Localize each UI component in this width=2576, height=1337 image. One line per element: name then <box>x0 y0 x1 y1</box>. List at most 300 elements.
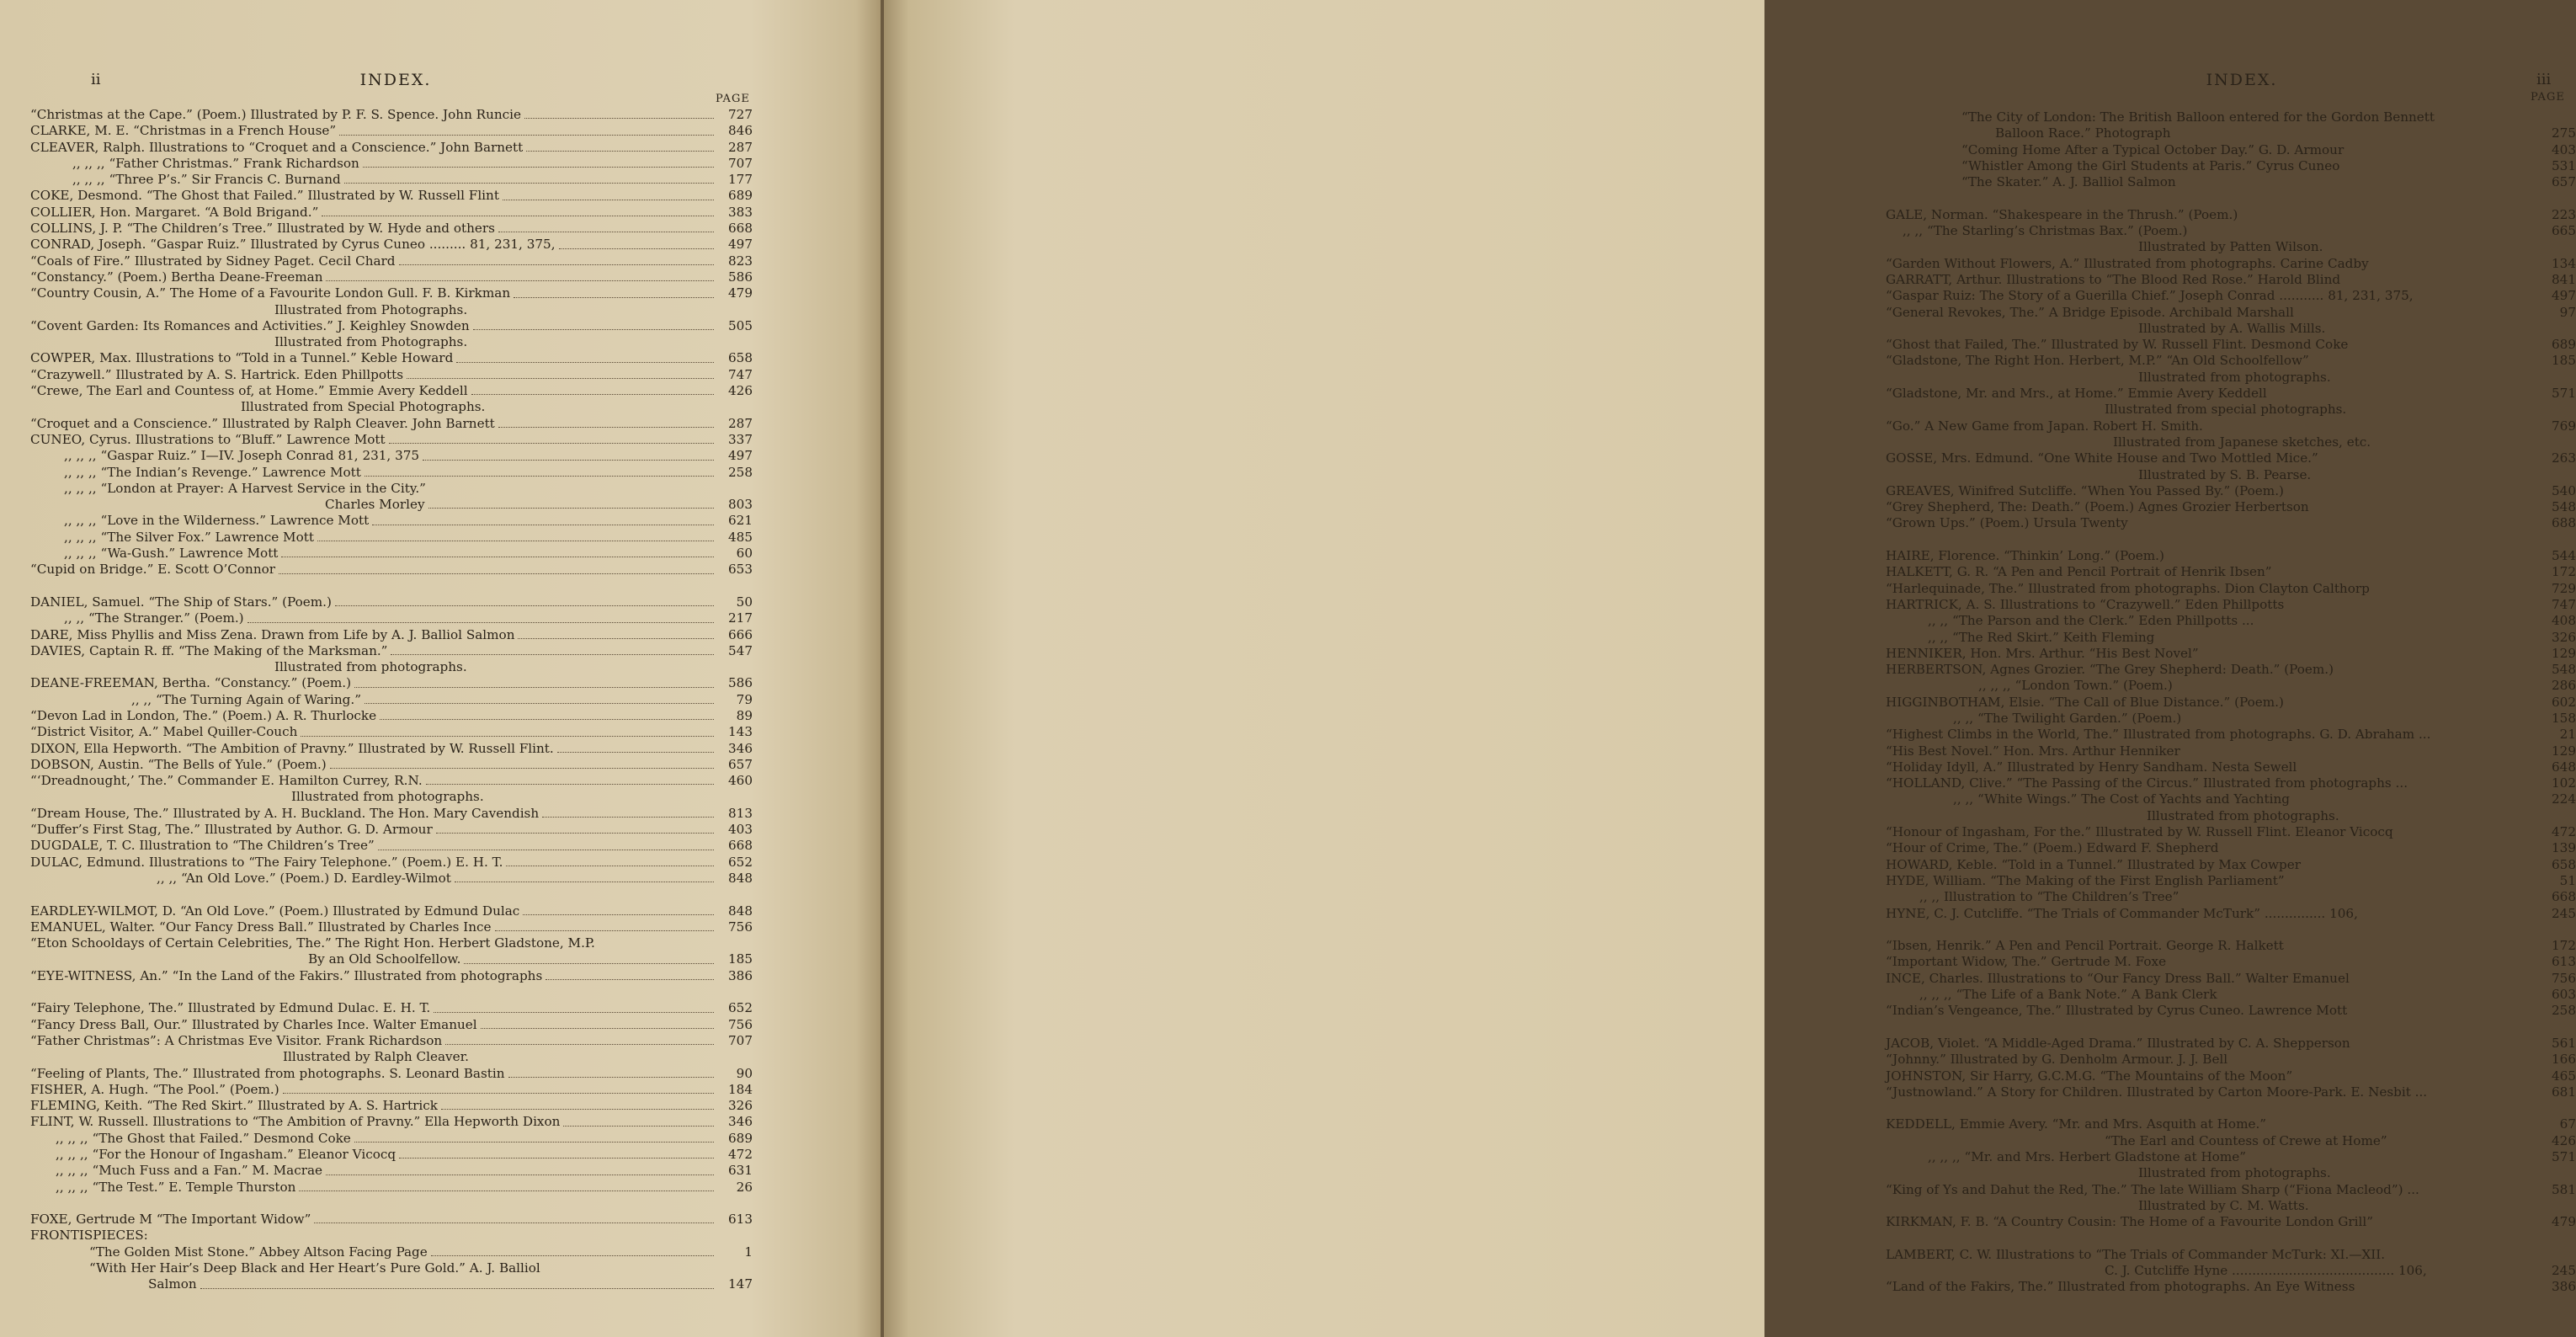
index-entry <box>1886 467 2576 483</box>
index-entry <box>1886 223 2576 239</box>
index-entry <box>1886 239 2576 255</box>
index-entry-page: 603 <box>2552 987 2576 1003</box>
index-entry-page: 548 <box>2552 662 2576 678</box>
leader-dots <box>2202 657 2537 658</box>
index-entry-page: 668 <box>2552 889 2576 905</box>
leader-dots <box>2221 998 2537 999</box>
index-entry-page: 540 <box>2552 482 2576 498</box>
index-entry-page: 472 <box>2552 824 2576 840</box>
index-entry <box>1886 272 2576 288</box>
index-entry <box>1886 450 2576 466</box>
index-entry-text: “His Best Novel.” Hon. Mrs. Arthur Henniker <box>1886 743 2180 759</box>
index-entry-text: ,, ,, “An Old Love.” (Poem.) D. Eardley-Wilmot <box>157 870 451 886</box>
index-entry-text: “Crewe, The Earl and Countess of, at Home.” Emmie Avery Keddell <box>30 383 468 399</box>
index-entry <box>30 903 753 919</box>
index-entry-text: “Go.” A New Game from Japan. Robert H. Smith. <box>1886 418 2203 434</box>
index-entry-page: 657 <box>2552 174 2576 190</box>
index-entry-page: 756 <box>728 1016 753 1032</box>
index-entry-page: 51 <box>2559 872 2576 888</box>
index-entry-page: 403 <box>2552 141 2576 157</box>
index-entry-text: “Coals of Fire.” Illustrated by Sidney Paget. Cecil Chard <box>30 253 396 269</box>
index-entry <box>30 481 753 497</box>
leader-dots <box>2257 625 2537 626</box>
index-entry-text: ,, ,, ,, “The Life of a Bank Note.” A Bank Clerk <box>1919 987 2217 1003</box>
index-entry-text: C. J. Cutcliffe Hyne ........................................ 106, <box>2105 1263 2427 1279</box>
leader-dots <box>2293 803 2537 804</box>
index-entry <box>1886 597 2576 613</box>
index-entry <box>30 302 753 318</box>
index-entry <box>30 140 753 156</box>
index-entry-text: JOHNSTON, Sir Harry, G.C.M.G. “The Mountains of the Moon” <box>1886 1068 2293 1084</box>
index-entry-text: “The City of London: The British Balloon entered for the Gordon Bennett <box>1961 109 2435 125</box>
index-entry <box>1886 564 2576 580</box>
index-entry-text: “Fancy Dress Ball, Our.” Illustrated by Charles Ince. Walter Emanuel <box>30 1016 477 1032</box>
index-entry-text: “Gladstone, Mr. and Mrs., at Home.” Emmie Avery Keddell <box>1886 386 2267 402</box>
leader-dots <box>563 1126 714 1127</box>
index-entry-text: “Garden Without Flowers, A.” Illustrated from photographs. Carine Cadby <box>1886 255 2369 271</box>
index-entry-text: LAMBERT, C. W. Illustrations to “The Trials of Commander McTurk: XI.—XII. <box>1886 1246 2386 1262</box>
index-entry <box>1886 1003 2576 1019</box>
right-page-header <box>882 71 2552 91</box>
leader-dots <box>495 930 714 931</box>
leader-dots <box>2169 966 2537 967</box>
index-entry-text: “Coming Home After a Typical October Day.” G. D. Armour <box>1961 141 2344 157</box>
index-entry <box>30 253 753 269</box>
index-entry-text: “Eton Schooldays of Certain Celebrities, The.” The Right Hon. Herbert Gladstone, M.P. <box>30 935 595 951</box>
index-entry-page: 346 <box>728 740 753 756</box>
index-entry <box>30 350 753 366</box>
index-entry-text: Illustrated by C. M. Watts. <box>2138 1197 2309 1213</box>
index-entry-text: Illustrated by Ralph Cleaver. <box>283 1049 470 1065</box>
index-entry <box>30 675 753 691</box>
index-entry <box>30 1066 753 1082</box>
index-entry <box>30 318 753 334</box>
leader-dots <box>428 508 714 509</box>
index-entry-text: “Fairy Telephone, The.” Illustrated by Edmund Dulac. E. H. T. <box>30 1000 431 1016</box>
index-entry-page: 346 <box>728 1114 753 1130</box>
index-entry-page: 666 <box>728 626 753 642</box>
leader-dots <box>559 248 714 249</box>
index-entry-page: 326 <box>2552 629 2576 645</box>
index-entry <box>30 123 753 139</box>
index-entry-page: 403 <box>728 822 753 838</box>
index-entry <box>30 334 753 350</box>
leader-dots <box>2358 1291 2537 1292</box>
index-entry-page: 90 <box>736 1065 753 1081</box>
index-entry-text: DAVIES, Captain R. ff. “The Making of the Marksman.” <box>30 642 388 658</box>
index-entry-text: CLEAVER, Ralph. Illustrations to “Croquet and a Conscience.” John Barnett <box>30 139 524 155</box>
leader-dots <box>2434 738 2537 739</box>
index-entry <box>1886 857 2576 873</box>
leader-dots <box>330 768 714 769</box>
leader-dots <box>344 183 714 184</box>
index-entry-text: ,, ,, “The Parson and the Clerk.” Eden Phillpotts ... <box>1928 613 2254 629</box>
index-entry-text: Salmon <box>148 1276 197 1292</box>
index-entry <box>1886 678 2576 694</box>
index-entry-page: 813 <box>728 805 753 821</box>
leader-dots <box>481 1028 714 1029</box>
index-entry <box>30 1196 753 1212</box>
index-entry-page: 275 <box>2552 125 2576 141</box>
index-entry-page: 602 <box>2552 694 2576 710</box>
index-entry <box>30 285 753 301</box>
index-entry <box>1886 1084 2576 1100</box>
index-entry <box>30 1017 753 1033</box>
index-entry-page: 337 <box>728 431 753 447</box>
index-entry <box>30 659 753 675</box>
index-entry-page: 172 <box>2552 564 2576 580</box>
leader-dots <box>514 297 714 298</box>
index-entry-text: FOXE, Gertrude M “The Important Widow” <box>30 1212 311 1228</box>
leader-dots <box>2287 949 2537 950</box>
leader-dots <box>523 914 714 915</box>
leader-dots <box>2206 429 2537 430</box>
index-entry-page: 97 <box>2559 304 2576 320</box>
index-entry-page: 846 <box>728 123 753 139</box>
index-entry <box>1886 1020 2576 1036</box>
index-entry <box>30 156 753 172</box>
index-entry <box>30 806 753 822</box>
index-entry-text: ,, ,, “The Twilight Garden.” (Poem.) <box>1953 710 2182 726</box>
leader-dots <box>2353 982 2537 983</box>
index-entry-text: “Johnny.” Illustrated by G. Denholm Armour. J. J. Bell <box>1886 1052 2228 1068</box>
index-entry <box>30 708 753 724</box>
index-entry-page: 258 <box>728 464 753 480</box>
index-entry <box>1886 971 2576 987</box>
index-entry <box>1886 1165 2576 1181</box>
right-index-entries <box>1886 109 2576 1296</box>
index-entry-page: 287 <box>728 415 753 431</box>
index-entry <box>1886 370 2576 386</box>
leader-dots <box>423 460 714 461</box>
index-entry <box>30 432 753 448</box>
leader-dots <box>518 638 714 639</box>
index-entry-page: 245 <box>2552 1263 2576 1279</box>
index-entry-text: Illustrated from photographs. <box>2138 1165 2331 1181</box>
index-entry-text: ,, ,, “The Starling’s Christmas Bax.” (Poem.) <box>1903 223 2188 239</box>
index-entry-page: 172 <box>2552 938 2576 954</box>
index-entry-page: 426 <box>728 383 753 399</box>
index-entry-page: 383 <box>728 204 753 220</box>
index-entry <box>1886 1247 2576 1263</box>
index-entry-page: 571 <box>2552 386 2576 402</box>
leader-dots <box>407 378 714 379</box>
leader-dots <box>431 1255 714 1256</box>
leader-dots <box>2304 868 2537 869</box>
index-entry <box>30 497 753 513</box>
index-entry-page: 485 <box>728 529 753 545</box>
leader-dots <box>247 622 714 623</box>
index-entry-text: Illustrated from photographs. <box>291 789 484 805</box>
leader-dots <box>2231 1063 2537 1064</box>
index-entry-page: 287 <box>728 139 753 155</box>
index-entry <box>1886 125 2576 141</box>
index-entry <box>30 951 753 967</box>
index-entry <box>30 416 753 432</box>
index-entry <box>1886 646 2576 662</box>
index-entry <box>1886 1182 2576 1198</box>
index-entry-page: 89 <box>736 707 753 723</box>
index-entry <box>30 367 753 383</box>
leader-dots <box>335 605 714 606</box>
index-entry-page: 727 <box>728 107 753 122</box>
index-entry-text: Illustrated from Photographs. <box>274 301 468 317</box>
leader-dots <box>2222 852 2537 853</box>
leader-dots <box>2132 527 2537 528</box>
index-entry-text: Illustrated from Japanese sketches, etc. <box>2113 434 2371 450</box>
index-entry-page: 803 <box>728 497 753 513</box>
index-entry-text: Illustrated from photographs. <box>274 659 467 675</box>
index-entry <box>1886 954 2576 970</box>
index-entry-page: 841 <box>2552 271 2576 287</box>
index-entry-page: 134 <box>2552 255 2576 271</box>
index-entry-page: 653 <box>728 562 753 578</box>
index-entry <box>1886 207 2576 223</box>
index-entry-text: INCE, Charles. Illustrations to “Our Fancy Dress Ball.” Walter Emanuel <box>1886 970 2350 986</box>
index-entry-text: Illustrated by Patten Wilson. <box>2138 239 2323 255</box>
leader-dots <box>2287 608 2537 609</box>
leader-dots <box>2287 494 2537 495</box>
index-entry-text: Illustrated from photographs. <box>2138 369 2331 385</box>
index-entry-text: “The Earl and Countess of Crewe at Home” <box>2105 1132 2387 1148</box>
leader-dots <box>2391 1144 2537 1145</box>
index-entry <box>1886 727 2576 743</box>
leader-dots <box>2297 316 2537 317</box>
index-entry-text: “Highest Climbs in the World, The.” Illustrated from photographs. G. D. Abraham ... <box>1886 727 2431 743</box>
index-entry-page: 747 <box>728 366 753 382</box>
leader-dots <box>2337 673 2537 674</box>
leader-dots <box>456 362 714 363</box>
leader-dots <box>2423 1193 2537 1194</box>
index-entry-text: DUGDALE, T. C. Illustration to “The Children’s Tree” <box>30 838 375 854</box>
index-entry <box>1886 548 2576 564</box>
index-entry <box>1886 109 2576 125</box>
index-entry-text: Illustrated from Special Photographs. <box>241 399 486 415</box>
index-entry <box>1886 695 2576 711</box>
leader-dots <box>2182 901 2537 902</box>
index-entry <box>1886 1116 2576 1132</box>
index-entry-page: 658 <box>728 350 753 366</box>
index-entry-page: 544 <box>2552 548 2576 564</box>
index-entry-text: GALE, Norman. “Shakespeare in the Thrush.” (Poem.) <box>1886 206 2238 222</box>
index-entry-text: “Honour of Ingasham, For the.” Illustrated by W. Russell Flint. Eleanor Vicocq <box>1886 824 2393 840</box>
index-entry-page: 1 <box>744 1244 753 1260</box>
leader-dots <box>2343 169 2537 170</box>
index-entry-text: DANIEL, Samuel. “The Ship of Stars.” (Poem.) <box>30 594 332 610</box>
index-entry-page: 386 <box>2552 1279 2576 1295</box>
index-entry <box>1886 791 2576 807</box>
index-entry <box>1886 873 2576 889</box>
index-entry <box>1886 321 2576 337</box>
leader-dots <box>365 703 714 704</box>
index-entry-page: 769 <box>2552 418 2576 434</box>
index-entry-text: ,, ,, “White Wings.” The Cost of Yachts and Yachting <box>1953 791 2290 807</box>
index-entry-page: 224 <box>2552 791 2576 807</box>
index-entry-text: ,, ,, ,, “Much Fuss and a Fan.” M. Macrae <box>56 1163 323 1179</box>
index-entry-text: KIRKMAN, F. B. “A Country Cousin: The Home of a Favourite London Grill” <box>1886 1214 2374 1230</box>
index-entry <box>1886 1214 2576 1230</box>
leader-dots <box>2249 1160 2537 1161</box>
index-entry <box>1886 840 2576 856</box>
index-entry-text: ,, ,, ,, “Mr. and Mrs. Herbert Gladstone at Home” <box>1928 1149 2246 1164</box>
index-entry <box>30 546 753 562</box>
leader-dots <box>339 135 714 136</box>
index-entry-text: ,, ,, ,, “Gaspar Ruiz.” I—IV. Joseph Conrad 81, 231, 375 <box>64 448 420 464</box>
leader-dots <box>2241 218 2537 219</box>
index-entry <box>30 1131 753 1147</box>
index-entry <box>1886 1100 2576 1116</box>
index-entry <box>1886 1068 2576 1084</box>
index-entry <box>30 773 753 789</box>
index-entry <box>30 871 753 887</box>
index-entry-text: HYNE, C. J. Cutcliffe. “The Trials of Commander McTurk” ............... 106, <box>1886 905 2358 921</box>
index-entry <box>1886 775 2576 791</box>
index-entry-text: ,, ,, ,, “For the Honour of Ingasham.” Eleanor Vicocq <box>56 1147 397 1162</box>
index-entry <box>1886 824 2576 840</box>
index-entry <box>30 578 753 594</box>
index-entry-text: “HOLLAND, Clive.” “The Passing of the Circus.” Illustrated from photographs ... <box>1886 775 2408 791</box>
index-entry <box>30 383 753 399</box>
index-entry-page: 460 <box>728 773 753 789</box>
index-entry-text: FLEMING, Keith. “The Red Skirt.” Illustrated by A. S. Hartrick <box>30 1098 438 1114</box>
leader-dots <box>2184 754 2537 755</box>
index-entry-text: EMANUEL, Walter. “Our Fancy Dress Ball.” Illustrated by Charles Ince <box>30 919 492 935</box>
index-entry-page: 561 <box>2552 1035 2576 1051</box>
leader-dots <box>542 817 714 818</box>
index-entry-text: HAIRE, Florence. “Thinkin’ Long.” (Poem.) <box>1886 548 2164 564</box>
index-entry-page: 652 <box>728 1000 753 1016</box>
index-entry-page: 129 <box>2552 645 2576 661</box>
index-entry <box>30 627 753 643</box>
leader-dots <box>326 280 714 281</box>
index-entry-page: 426 <box>2552 1132 2576 1148</box>
index-entry-text: DARE, Miss Phyllis and Miss Zena. Drawn from Life by A. J. Balliol Salmon <box>30 626 515 642</box>
leader-dots <box>363 167 714 168</box>
index-entry <box>1886 1198 2576 1214</box>
leader-dots <box>2430 1095 2537 1096</box>
index-entry-text: “Cupid on Bridge.” E. Scott O’Connor <box>30 562 276 578</box>
index-entry <box>1886 483 2576 499</box>
index-entry-page: 707 <box>728 155 753 171</box>
leader-dots <box>2417 300 2537 301</box>
index-entry-page: 497 <box>728 237 753 253</box>
index-entry <box>30 1082 753 1098</box>
index-entry-text: “Gaspar Ruiz: The Story of a Guerilla Chief.” Joseph Conrad ........... 81, 231, 375, <box>1886 288 2414 304</box>
index-entry-text: ,, ,, ,, “The Ghost that Failed.” Desmond Coke <box>56 1130 351 1146</box>
index-entry-text: DIXON, Ella Hepworth. “The Ambition of Pravny.” Illustrated by W. Russell Flint. <box>30 740 554 756</box>
index-entry-text: KEDDELL, Emmie Avery. “Mr. and Mrs. Asquith at Home.” <box>1886 1116 2267 1132</box>
index-entry-text: “Holiday Idyll, A.” Illustrated by Henry Sandham. Nesta Sewell <box>1886 759 2297 775</box>
index-entry <box>30 1180 753 1196</box>
index-entry <box>30 1114 753 1130</box>
index-entry-text: “District Visitor, A.” Mabel Quiller-Couch <box>30 724 298 740</box>
index-entry-page: 581 <box>2552 1181 2576 1197</box>
index-entry <box>30 935 753 951</box>
index-entry <box>1886 1133 2576 1149</box>
index-entry-page: 689 <box>728 188 753 204</box>
index-entry-text: COLLIER, Hon. Margaret. “A Bold Brigand.” <box>30 204 319 220</box>
index-entry-page: 177 <box>728 172 753 188</box>
index-entry <box>1886 532 2576 548</box>
index-entry-text: EARDLEY-WILMOT, D. “An Old Love.” (Poem.) Illustrated by Edmund Dulac <box>30 903 520 919</box>
index-entry <box>1886 630 2576 646</box>
index-entry <box>30 399 753 415</box>
index-entry-text: ,, ,, ,, “The Indian’s Revenge.” Lawrence Mott <box>64 464 361 480</box>
index-entry-text: CUNEO, Cyrus. Illustrations to “Bluff.” Lawrence Mott <box>30 431 386 447</box>
leader-dots <box>2347 153 2537 154</box>
leader-dots <box>2288 884 2537 885</box>
index-entry-page: 139 <box>2552 840 2576 856</box>
leader-dots <box>354 1142 714 1143</box>
index-entry-text: “Covent Garden: Its Romances and Activities.” J. Keighley Snowden <box>30 317 470 333</box>
index-entry-page: 657 <box>728 756 753 772</box>
index-entry <box>1886 305 2576 321</box>
index-entry-page: 286 <box>2552 678 2576 694</box>
leader-dots <box>2168 559 2537 560</box>
index-entry-page: 848 <box>728 903 753 919</box>
index-entry <box>30 643 753 659</box>
index-entry-page: 848 <box>728 870 753 886</box>
index-entry <box>1886 256 2576 272</box>
index-entry <box>1886 190 2576 206</box>
leader-dots <box>471 394 714 395</box>
index-entry-page: 60 <box>736 546 753 562</box>
index-entry-page: 497 <box>728 448 753 464</box>
index-entry <box>1886 386 2576 402</box>
index-entry-text: “Grown Ups.” (Poem.) Ursula Twenty <box>1886 515 2128 531</box>
index-entry <box>1886 1263 2576 1279</box>
index-entry <box>30 1098 753 1114</box>
index-entry-page: 465 <box>2552 1068 2576 1084</box>
index-entry-text: FLINT, W. Russell. Illustrations to “The Ambition of Pravny.” Ella Hepworth Dixon <box>30 1114 561 1130</box>
right-page <box>882 0 2576 1337</box>
index-entry <box>30 269 753 285</box>
index-entry-page: 185 <box>728 951 753 967</box>
index-entry <box>1886 353 2576 369</box>
leader-dots <box>2373 592 2537 593</box>
leader-dots <box>2158 641 2537 642</box>
index-entry <box>1886 402 2576 418</box>
index-entry-text: HOWARD, Keble. “Told in a Tunnel.” Illustrated by Max Cowper <box>1886 856 2301 872</box>
index-entry <box>1886 889 2576 905</box>
leader-dots <box>2411 786 2537 787</box>
leader-dots <box>2322 462 2537 463</box>
index-entry <box>30 530 753 546</box>
index-entry-page: 50 <box>736 594 753 610</box>
index-entry <box>1886 581 2576 597</box>
leader-dots <box>2430 1274 2537 1275</box>
index-entry-text: ,, ,, ,, “The Silver Fox.” Lawrence Mott <box>64 529 314 545</box>
index-entry-text: DOBSON, Austin. “The Bells of Yule.” (Poem.) <box>30 756 327 772</box>
index-entry-text: “Dream House, The.” Illustrated by A. H. Buckland. The Hon. Mary Cavendish <box>30 805 540 821</box>
index-entry-page: 747 <box>2552 596 2576 612</box>
index-entry-text: GREAVES, Winifred Sutcliffe. “When You Passed By.” (Poem.) <box>1886 482 2284 498</box>
index-entry <box>30 1244 753 1260</box>
index-entry <box>30 855 753 871</box>
index-entry-text: By an Old Schoolfellow. <box>308 951 461 967</box>
index-entry-text: FISHER, A. Hugh. “The Pool.” (Poem.) <box>30 1081 279 1097</box>
index-entry-page: 756 <box>728 919 753 935</box>
index-entry-page: 648 <box>2552 759 2576 775</box>
index-entry-text: COLLINS, J. P. “The Children’s Tree.” Illustrated by W. Hyde and others <box>30 221 495 237</box>
index-entry <box>30 172 753 188</box>
index-entry-text: GOSSE, Mrs. Edmund. “One White House and Two Mottled Mice.” <box>1886 450 2318 466</box>
index-entry <box>1886 434 2576 450</box>
leader-dots <box>2275 576 2537 577</box>
index-entry-page: 668 <box>728 221 753 237</box>
index-entry-page: 586 <box>728 269 753 285</box>
index-entry <box>1886 987 2576 1003</box>
